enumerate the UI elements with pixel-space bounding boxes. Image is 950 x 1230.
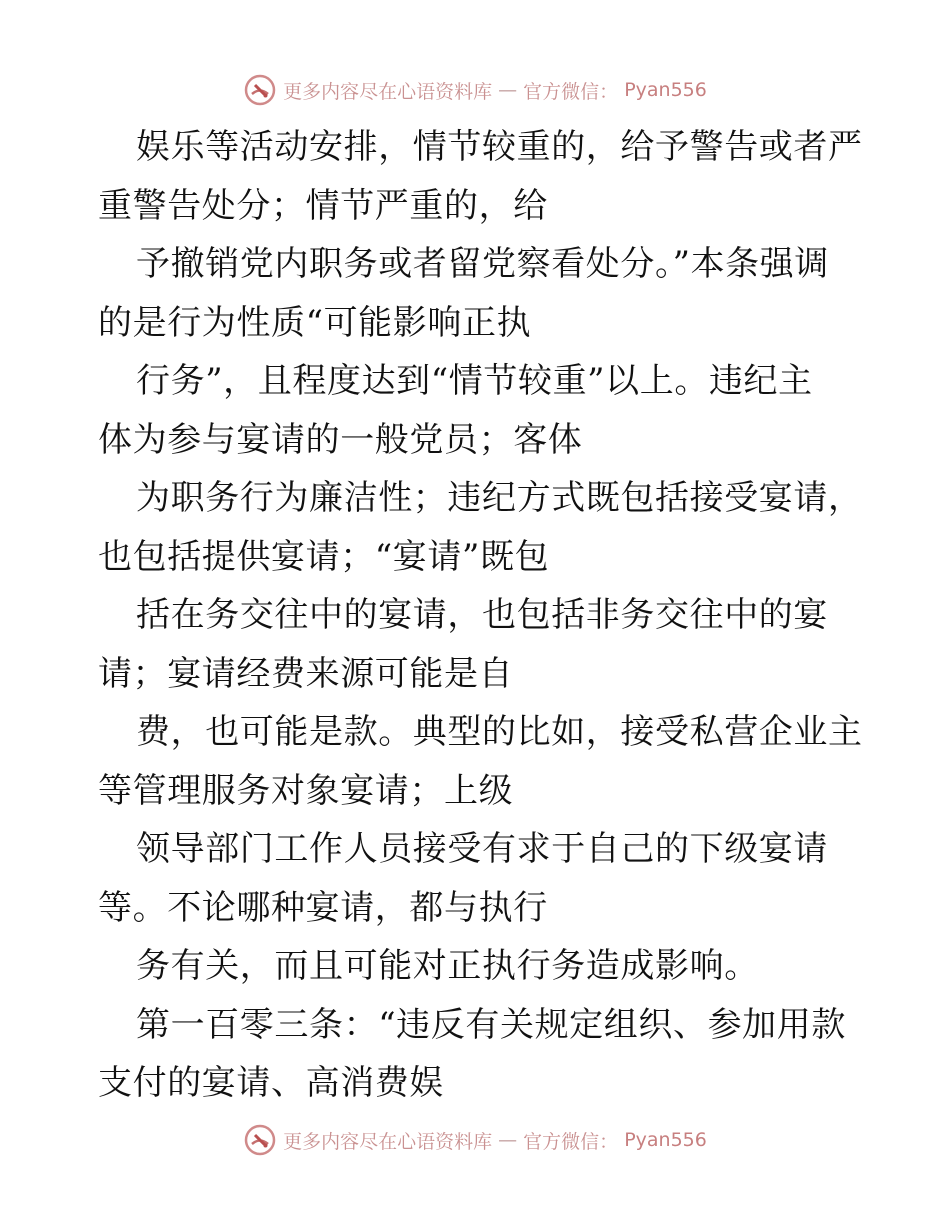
text-line: 括在务交往中的宴请，也包括非务交往中的宴 bbox=[136, 595, 828, 635]
watermark-official-label: 官方微信： bbox=[523, 1130, 619, 1153]
text-line: 领导部门工作人员接受有求于自己的下级宴请 bbox=[136, 829, 828, 869]
text-line: 体为参与宴请的一般党员；客体 bbox=[98, 419, 583, 460]
text-line: 行务”，且程度达到“情节较重”以上。违纪主 bbox=[136, 361, 813, 401]
watermark-handle: Pyan556 bbox=[624, 79, 707, 101]
watermark-separator: — bbox=[498, 1129, 518, 1151]
text-line: 重警告处分；情节严重的，给 bbox=[98, 185, 548, 226]
text-line: 予撤销党内职务或者留党察看处分。”本条强调 bbox=[136, 244, 829, 284]
footer-watermark bbox=[0, 1120, 950, 1160]
watermark-official-label: 官方微信： bbox=[523, 80, 619, 103]
text-line: 请；宴请经费来源可能是自 bbox=[98, 653, 514, 694]
watermark-handle: Pyan556 bbox=[624, 1129, 707, 1151]
text-line: 等。不论哪种宴请，都与执行 bbox=[98, 887, 548, 928]
book-pen-logo-icon bbox=[243, 73, 277, 107]
text-line: 娱乐等活动安排，情节较重的，给予警告或者严 bbox=[136, 127, 863, 167]
header-watermark bbox=[0, 70, 950, 110]
watermark-main-text: 更多内容尽在心语资料库 bbox=[283, 1130, 493, 1153]
text-line: 的是行为性质“可能影响正执 bbox=[98, 302, 532, 343]
book-pen-logo-icon bbox=[243, 1123, 277, 1157]
text-line: 等管理服务对象宴请；上级 bbox=[98, 770, 514, 811]
document-body bbox=[98, 118, 863, 1113]
text-line: 支付的宴请、高消费娱 bbox=[98, 1063, 444, 1103]
text-line: 费，也可能是款。典型的比如，接受私营企业主 bbox=[136, 712, 863, 752]
text-line: 第一百零三条：“违反有关规定组织、参加用款 bbox=[136, 1004, 846, 1045]
text-line: 务有关，而且可能对正执行务造成影响。 bbox=[136, 946, 759, 986]
watermark-separator: — bbox=[498, 79, 518, 101]
watermark-main-text: 更多内容尽在心语资料库 bbox=[283, 80, 493, 103]
text-line: 为职务行为廉洁性；违纪方式既包括接受宴请， bbox=[136, 478, 863, 518]
text-line: 也包括提供宴请；“宴请”既包 bbox=[98, 536, 550, 577]
